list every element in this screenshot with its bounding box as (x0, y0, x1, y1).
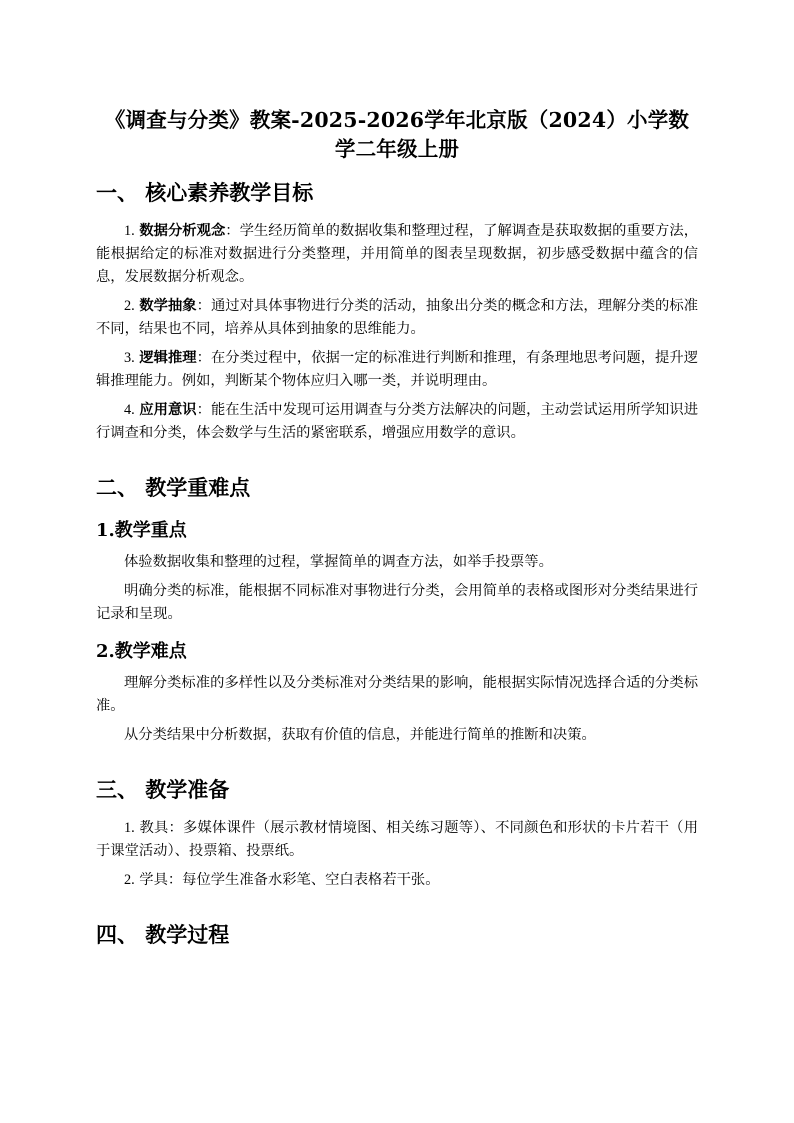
subsection-heading-difficulty: 2.教学难点 (96, 641, 187, 662)
difficulty-paragraph: 从分类结果中分析数据，获取有价值的信息，并能进行简单的推断和决策。 (124, 727, 596, 743)
difficulty-paragraph: 理解分类标准的多样性以及分类标准对分类结果的影响，能根据实际情况选择合适的分类标准。 (96, 675, 698, 714)
focus-paragraph: 明确分类的标准，能根据不同标准对事物进行分类，会用简单的表格或图形对分类结果进行记录和呈现。 (96, 583, 698, 622)
objective-lead: 逻辑推理 (139, 350, 197, 366)
objective-item: 1. 数据分析观念：学生经历简单的数据收集和整理过程，了解调查是获取数据的重要方法，能根据给定的标准对数据进行分类整理，并用简单的图表呈现数据，初步感受数据中蕴含的信息，发展数据分析观念。 (96, 223, 699, 285)
objective-lead: 数据分析观念 (139, 223, 226, 239)
section-heading-objectives: 一、 核心素养教学目标 (96, 181, 314, 205)
objective-item: 3. 逻辑推理：在分类过程中，依据一定的标准进行判断和推理，有条理地思考问题，提升逻辑推理能力。例如，判断某个物体应归入哪一类，并说明理由。 (96, 350, 699, 389)
subsection-heading-focus: 1.教学重点 (96, 520, 187, 541)
objective-lead: 应用意识 (139, 402, 197, 418)
section-heading-preparation: 三、 教学准备 (96, 778, 230, 802)
focus-paragraph: 体验数据收集和整理的过程，掌握简单的调查方法，如举手投票等。 (124, 554, 553, 570)
section-heading-key-points: 二、 教学重难点 (96, 476, 251, 500)
objective-text: ：能在生活中发现可运用调查与分类方法解决的问题，主动尝试运用所学知识进行调查和分类，体会数学与生活的紧密联系，增强应用数学的意识。 (96, 402, 699, 441)
objective-item: 2. 数学抽象：通过对具体事物进行分类的活动，抽象出分类的概念和方法，理解分类的标准不同，结果也不同，培养从具体到抽象的思维能力。 (96, 298, 699, 337)
objective-lead: 数学抽象 (139, 298, 197, 314)
preparation-item: 2. 学具：每位学生准备水彩笔、空白表格若干张。 (124, 872, 440, 888)
section-heading-process: 四、 教学过程 (96, 923, 230, 947)
preparation-item: 1. 教具：多媒体课件（展示教材情境图、相关练习题等）、不同颜色和形状的卡片若干（用于课堂活动）、投票箱、投票纸。 (96, 820, 698, 859)
objective-text: ：通过对具体事物进行分类的活动，抽象出分类的概念和方法，理解分类的标准不同，结果也不同，培养从具体到抽象的思维能力。 (96, 298, 699, 337)
document-title: 《调查与分类》教案-2025-2026学年北京版（2024）小学数学二年级上册 (104, 108, 690, 161)
objective-item: 4. 应用意识：能在生活中发现可运用调查与分类方法解决的问题，主动尝试运用所学知识进行调查和分类，体会数学与生活的紧密联系，增强应用数学的意识。 (96, 402, 699, 441)
objective-text: ：学生经历简单的数据收集和整理过程，了解调查是获取数据的重要方法，能根据给定的标准对数据进行分类整理，并用简单的图表呈现数据，初步感受数据中蕴含的信息，发展数据分析观念。 (96, 223, 699, 285)
objective-text: ：在分类过程中，依据一定的标准进行判断和推理，有条理地思考问题，提升逻辑推理能力。例如，判断某个物体应归入哪一类，并说明理由。 (96, 350, 699, 389)
